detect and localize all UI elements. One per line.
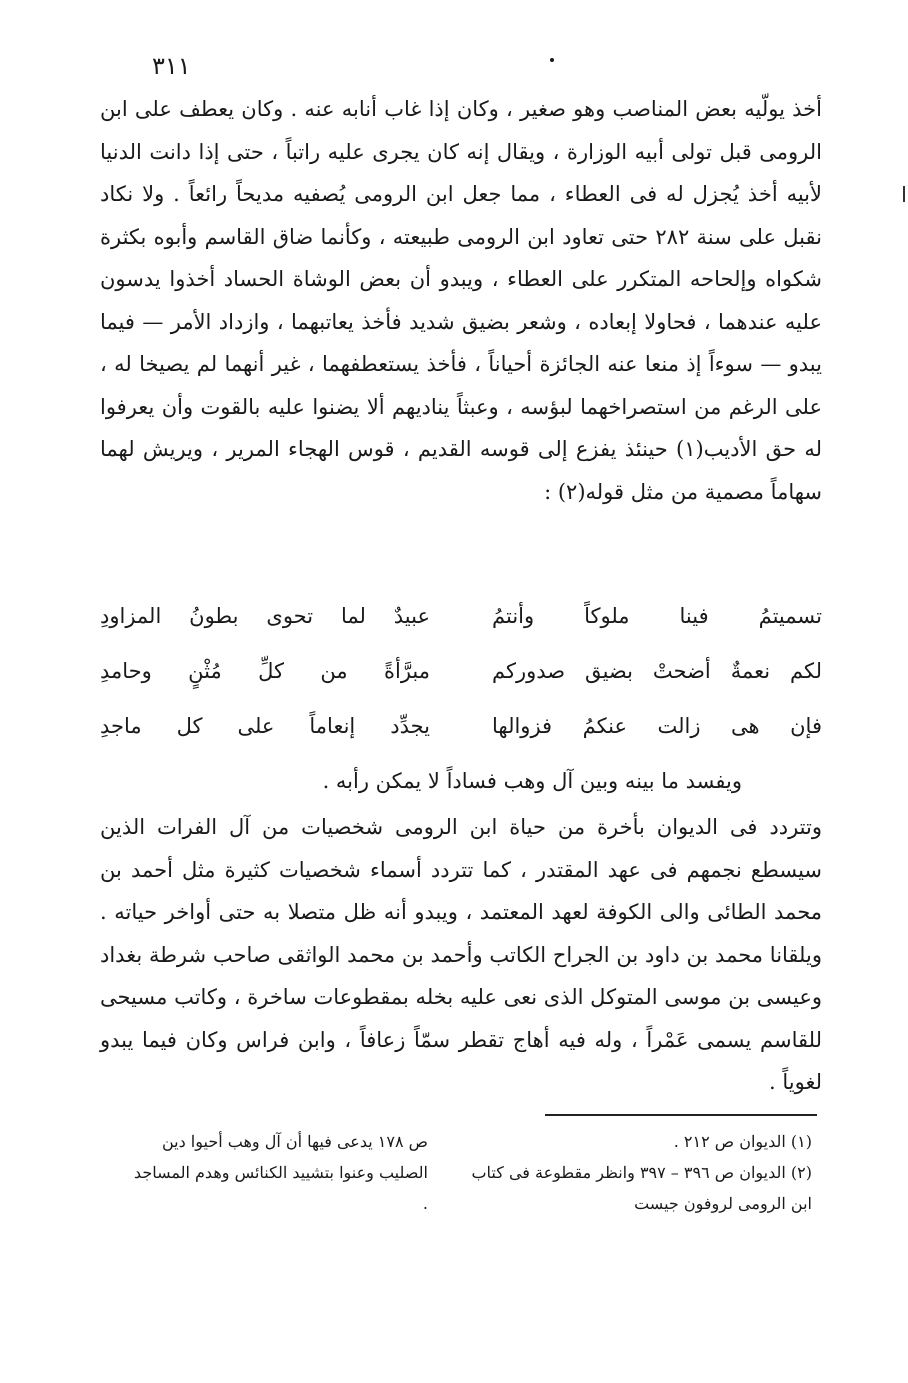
verse-line: [100, 643, 822, 698]
footnotes-left-column: [128, 1126, 428, 1219]
verse-hemistich-right: لكم نعمةٌ أضحتْ بضيق صدوركم: [492, 658, 822, 683]
margin-mark: [903, 186, 905, 202]
footnote-divider: [545, 1114, 817, 1116]
top-paragraph: أخذ يولّيه بعض المناصب وهو صغير ، وكان إذا غاب أنابه عنه . وكان يعطف على ابن الرومى قبل تولى أبيه الوزارة ، ويقال إنه كان يجرى عليه راتباً ، حتى إذا دانت الدنيا لأبيه أخذ يُجزل له فى العطاء ، مما جعل ابن الرومى يُصفيه مديحاً رائعاً . ولا نكاد نقبل على سنة ٢٨٢ حتى تعاود ابن الرومى طبيعته ، وكأنما ضاق القاسم وأبوه بكثرة شكواه وإلحاحه المتكرر على العطاء ، ويبدو أن بعض الوشاة الحساد أخذوا يدسون عليه عندهما ، فحاولا إبعاده ، وشعر بضيق شديد فأخذ يعاتبهما ، وازداد الأمر — فيما يبدو — سوءاً إذ منعا عنه الجائزة أحياناً ، فأخذ يستعطفهما ، غير أنهما لم يصيخا له ، على الرغم من استصراخهما لبؤسه ، وعبثاً يناديهم ألا يضنوا عليه بالقوت وأن يعرفوا له حق الأديب(١) حينئذ يفزع إلى قوسه القديم ، قوس الهجاء المرير ، ويريش لهما سهاماً مصمية من مثل قوله(٢) :: [100, 97, 823, 504]
footnote-2: (٢) الديوان ص ٣٩٦ – ٣٩٧ وانظر مقطوعة فى كتاب ابن الرومى لروفون جيست: [471, 1163, 812, 1213]
verse-line: [100, 588, 822, 643]
bottom-paragraph-block: [100, 806, 822, 1104]
ink-dot: [550, 58, 554, 62]
footnote-1: (١) الديوان ص ٢١٢ .: [673, 1132, 812, 1151]
top-paragraph-block: [100, 88, 822, 513]
verse-hemistich-left: مبرَّأةً من كلِّ مُثْنٍ وحامدِ: [100, 658, 430, 683]
bottom-paragraph: وتتردد فى الديوان بأخرة من حياة ابن الرومى شخصيات من آل الفرات الذين سيسطع نجمهم فى عهد المقتدر ، كما تتردد أسماء شخصيات كثيرة مثل أحمد بن محمد الطائى والى الكوفة لعهد المعتمد ، ويبدو أنه ظل متصلا به حتى أواخر حياته . ويلقانا محمد بن داود بن الجراح الكاتب وأحمد بن محمد الواثقى صاحب شرطة بغداد وعيسى بن موسى المتوكل الذى نعى عليه بخله بمقطوعات ساخرة ، وكاتب مسيحى للقاسم يسمى عَمْراً ، وله فيه أهاج تقطر سمّاً زعافاً ، وابن فراس وكان فيما يبدو لغوياً .: [100, 815, 822, 1094]
verse-hemistich-right: تسميتمُ فينا ملوكاً وأنتمُ: [492, 603, 822, 628]
page-number: ٣١١: [152, 52, 191, 80]
verse-tail-line: [100, 753, 822, 808]
verse-tail: ويفسد ما بينه وبين آل وهب فساداً لا يمكن رأبه .: [322, 768, 742, 793]
poem-block: [100, 588, 822, 808]
verse-hemistich-left: عبيدٌ لما تحوى بطونُ المزاودِ: [100, 603, 430, 628]
footnote-2-continuation: ص ١٧٨ يدعى فيها أن آل وهب أحيوا دين الصليب وعنوا بتشييد الكنائس وهدم المساجد .: [133, 1132, 428, 1213]
verse-hemistich-right: فإن هى زالت عنكمُ فزوالها: [492, 713, 822, 738]
verse-line: [100, 698, 822, 753]
footnotes-right-column: [470, 1126, 812, 1219]
verse-hemistich-left: يجدِّد إنعاماً على كل ماجدِ: [100, 713, 430, 738]
